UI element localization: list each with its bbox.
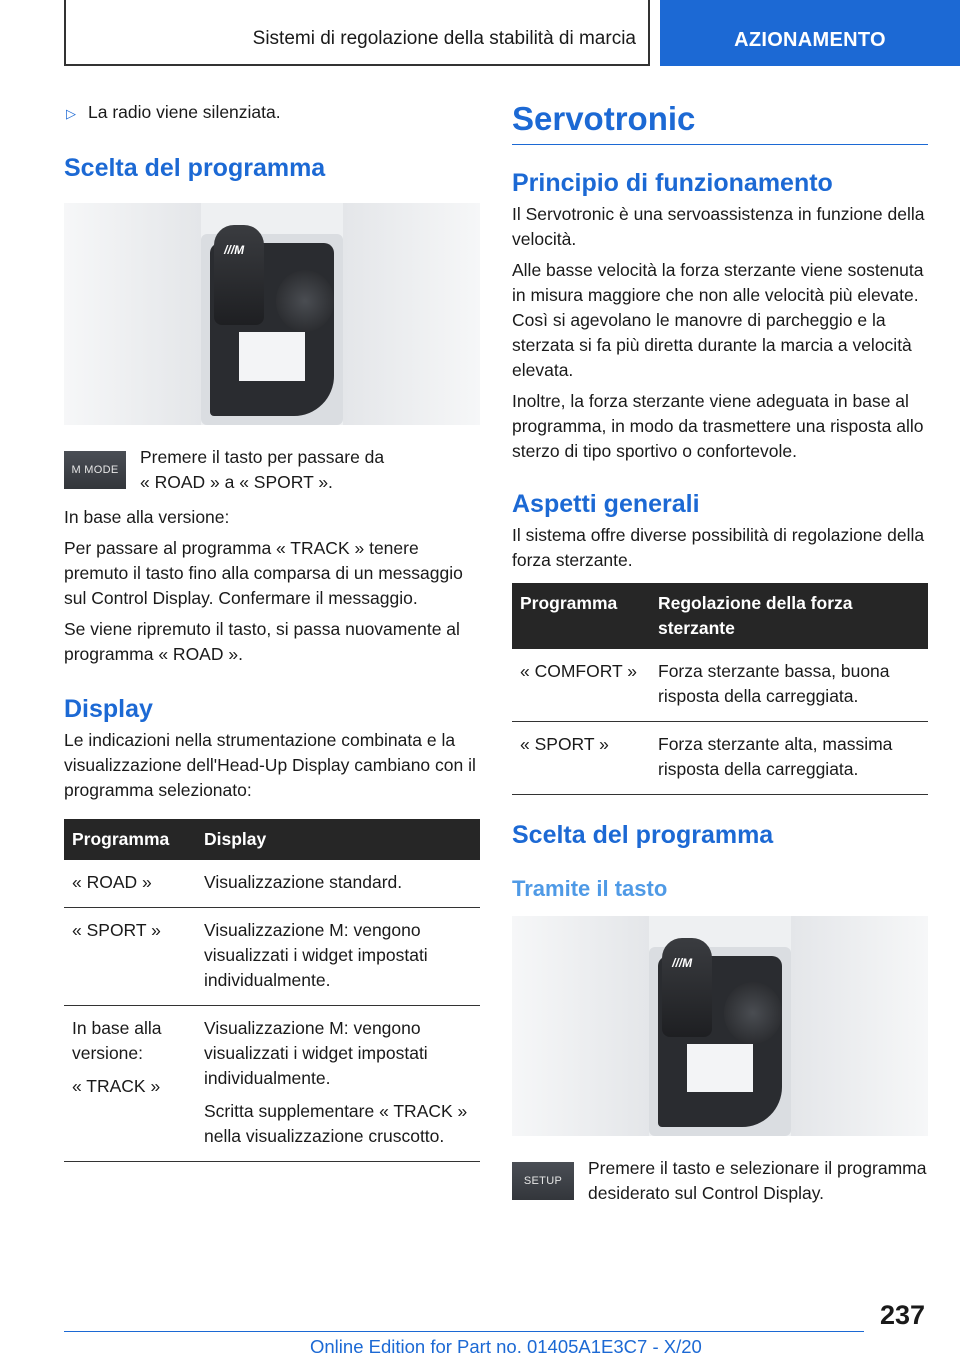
cell-paragraph: « TRACK » [72, 1076, 161, 1096]
table-header: Programma [64, 819, 196, 860]
page-header [64, 0, 960, 66]
mode-key-instruction [64, 445, 480, 495]
table-cell: « ROAD » [64, 860, 196, 908]
subheading-via-button: Tramite il tasto [512, 876, 668, 901]
heading-principle: Principio di funzionamento [512, 169, 833, 197]
heading-program-selection: Scelta del programma [64, 154, 326, 182]
table-row [512, 649, 928, 722]
steering-table [512, 583, 928, 795]
bullet-item [64, 100, 480, 126]
console-photo-right: ///M [512, 916, 928, 1136]
table-cell: « SPORT » [64, 908, 196, 1006]
table-cell: « COMFORT » [512, 649, 650, 722]
paragraph-version: In base alla versione: [64, 507, 230, 527]
triangle-bullet-icon: ▷ [66, 106, 76, 121]
display-table [64, 819, 480, 1162]
table-cell [196, 1006, 480, 1162]
table-cell: Forza sterzante alta, massima risposta della carreggiata. [650, 722, 928, 795]
paragraph-display: Le indicazioni nella strumentazione combinata e la visualizzazione dell'Head-Up Display cambiano con il programma selezionato: [64, 730, 476, 800]
m-mode-key-icon: M MODE [64, 451, 126, 489]
table-cell: « SPORT » [512, 722, 650, 795]
paragraph-4: Il sistema offre diverse possibilità di regolazione della forza sterzante. [512, 525, 925, 570]
cell-paragraph: Visualizzazione M: vengono visualizzati i widget impostati individualmente. [204, 1018, 428, 1088]
paragraph-track: Per passare al programma « TRACK » tenere premuto il tasto fino alla comparsa di un messaggio sul Control Display. Confermare il messaggio. [64, 538, 463, 608]
chapter-title: Sistemi di regolazione della stabilità di marcia [252, 28, 636, 49]
paragraph-2: Alle basse velocità la forza sterzante viene sostenuta in misura maggiore che non alle velocità più elevate. Così si agevolano le manovre di parcheggio e la sterzata si fa più diretta durante la marcia a velocità elevata. [512, 260, 924, 380]
cell-paragraph: In base alla versione: [72, 1018, 162, 1063]
setup-key-instruction [512, 1156, 928, 1206]
table-cell: Visualizzazione standard. [196, 860, 480, 908]
paragraph-again: Se viene ripremuto il tasto, si passa nuovamente al programma « ROAD ». [64, 619, 460, 664]
table-cell [64, 1006, 196, 1162]
right-column [512, 100, 928, 1206]
title-servotronic: Servotronic [512, 100, 696, 137]
bullet-text: La radio viene silenziata. [88, 102, 281, 122]
section-tab: AZIONAMENTO [660, 0, 960, 66]
paragraph-1: Il Servotronic è una servoassistenza in funzione della velocità. [512, 204, 925, 249]
table-row [512, 722, 928, 795]
table-cell: Visualizzazione M: vengono visualizzati i widget impostati individualmente. [196, 908, 480, 1006]
heading-general: Aspetti generali [512, 490, 700, 518]
heading-program-selection-right: Scelta del programma [512, 821, 774, 849]
table-cell: Forza sterzante bassa, buona risposta della carreggiata. [650, 649, 928, 722]
footer-rule [64, 1331, 864, 1332]
mode-text-line-2: « ROAD » a « SPORT ». [140, 472, 333, 492]
table-header: Programma [512, 583, 650, 649]
footer-edition: Online Edition for Part no. 01405A1E3C7 - X/20 [310, 1336, 702, 1357]
page-number: 237 [880, 1300, 926, 1330]
table-row [64, 860, 480, 908]
header-frame [64, 0, 650, 66]
heading-display: Display [64, 695, 153, 723]
paragraph-3: Inoltre, la forza sterzante viene adeguata in base al programma, in modo da trasmettere una risposta allo sterzo di tipo sportivo o confortevole. [512, 391, 924, 461]
setup-text: Premere il tasto e selezionare il programma desiderato sul Control Display. [588, 1158, 927, 1203]
table-row [64, 908, 480, 1006]
table-row [64, 1006, 480, 1162]
cell-paragraph: Scritta supplementare « TRACK » nella visualizzazione cruscotto. [204, 1101, 468, 1146]
console-photo: ///M [64, 203, 480, 425]
table-header: Regolazione della forza sterzante [650, 583, 928, 649]
mode-text-line-1: Premere il tasto per passare da [140, 447, 385, 467]
left-column [64, 100, 480, 1162]
table-header: Display [196, 819, 480, 860]
setup-key-icon: SETUP [512, 1162, 574, 1200]
